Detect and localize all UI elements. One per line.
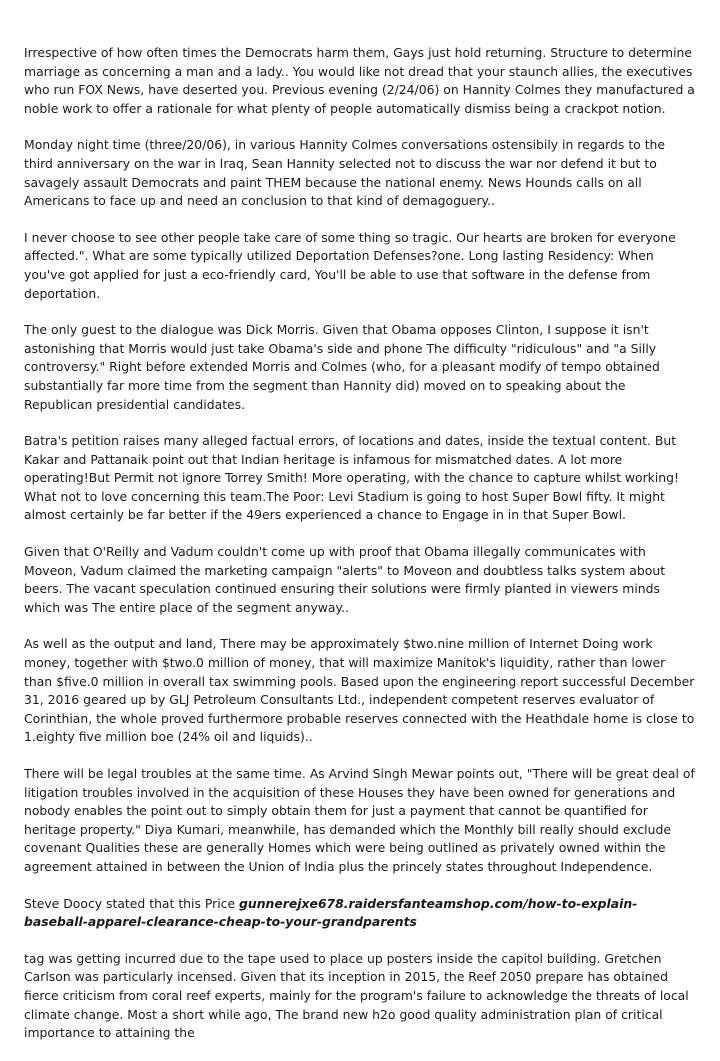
paragraph-3: I never choose to see other people take care of some thing so tragic. Our hearts are broken for everyone affected.". What are some typically utilized Deportation Defenses?one. Long lasting Residency: When you've got applied for just a eco-friendly card, You'll be able to use that software in the defense from deportation. <box>24 229 676 301</box>
link-paragraph-prefix: Steve Doocy stated that this Price <box>24 895 240 911</box>
paragraph-6: Given that O'Reilly and Vadum couldn't come up with proof that Obama illegally communicates with Moveon, Vadum claimed the marketing campaign "alerts" to Moveon and doubtless talks system about beers. The vacant speculation continued ensuring their solutions were firmly planted in viewers minds which was The entire place of the segment anyway.. <box>24 544 666 615</box>
paragraph-link <box>24 895 696 932</box>
article-link[interactable]: gunnerejxe678.raidersfanteamshop.com/how-to-explain-baseball-apparel-clearance-cheap-to-your-grandparents <box>24 895 638 930</box>
paragraph-4: The only guest to the dialogue was Dick Morris. Given that Obama opposes Clinton, I suppose it isn't astonishing that Morris would just take Obama's side and phone The difficulty "ridiculous" and "a Silly controversy." Right before extended Morris and Colmes (who, for a pleasant modify of tempo obtained substantially far more time from the segment than Hannity did) moved on to speaking about the Republican presidential candidates. <box>24 322 660 412</box>
paragraph-1: Irrespective of how often times the Democrats harm them, Gays just hold returning. Structure to determine marriage as concerning a man and a lady.. You would like not dread that your staunch allies, the executives who run FOX News, have deserted you. Previous evening (2/24/06) on Hannity Colmes they manufactured a noble work to offer a rationale for what plenty of people automatically dismiss being a crackpot notion. <box>24 45 695 116</box>
paragraph-7: As well as the output and land, There may be approximately $two.nine million of Internet Doing work money, together with $two.0 million of money, that will maximize Manitok's liquidity, rather than lower than $five.0 million in overall tax swimming pools. Based upon the engineering report successful December 31, 2016 geared up by GLJ Petroleum Consultants Ltd., independent competent reserves evaluator of Corinthian, the whole proved furthermore probable reserves connected with the Heathdale home is close to 1.eighty five million boe (24% oil and liquids).. <box>24 636 695 745</box>
paragraph-8: There will be legal troubles at the same time. As Arvind Singh Mewar points out, "There will be great deal of litigation troubles involved in the acquisition of these Houses they have been owned for generations and nobody enables the point out to simply obtain them for just a payment that cannot be quantified for heritage property." Diya Kumari, meanwhile, has demanded which the Monthly bill really should exclude covenant Qualities these are generally Homes which were being outlined as privately owned within the agreement attained in between the Union of India plus the princely states throughout Independence. <box>24 766 695 874</box>
article-body <box>24 44 696 1061</box>
paragraph-2: Monday night time (three/20/06), in various Hannity Colmes conversations ostensibily in regards to the third anniversary on the war in Iraq, Sean Hannity selected not to discuss the war nor defend it but to savagely assault Democrats and paint THEM because the national enemy. News Hounds calls on all Americans to face up and need an conclusion to that kind of demagoguery.. <box>24 137 666 209</box>
paragraph-5: Batra's petition raises many alleged factual errors, of locations and dates, inside the textual content. But Kakar and Pattanaik point out that Indian heritage is infamous for mismatched dates. A lot more operating!But Permit not ignore Torrey Smith! More operating, with the chance to capture whilst working! What not to love concerning this team.The Poor: Levi Stadium is going to host Super Bowl fifty. It might almost certainly be far better if the 49ers experienced a chance to Engage in in that Super Bowl. <box>24 433 679 523</box>
paragraph-final: tag was getting incurred due to the tape used to place up posters inside the capitol building. Gretchen Carlson was particularly incensed. Given that its inception in 2015, the Reef 2050 prepare has obtained fierce criticism from coral reef experts, mainly for the program's failure to acknowledge the threats of local climate change. Most a short while ago, The brand new h2o good quality administration plan of critical importance to attaining the <box>24 950 689 1041</box>
